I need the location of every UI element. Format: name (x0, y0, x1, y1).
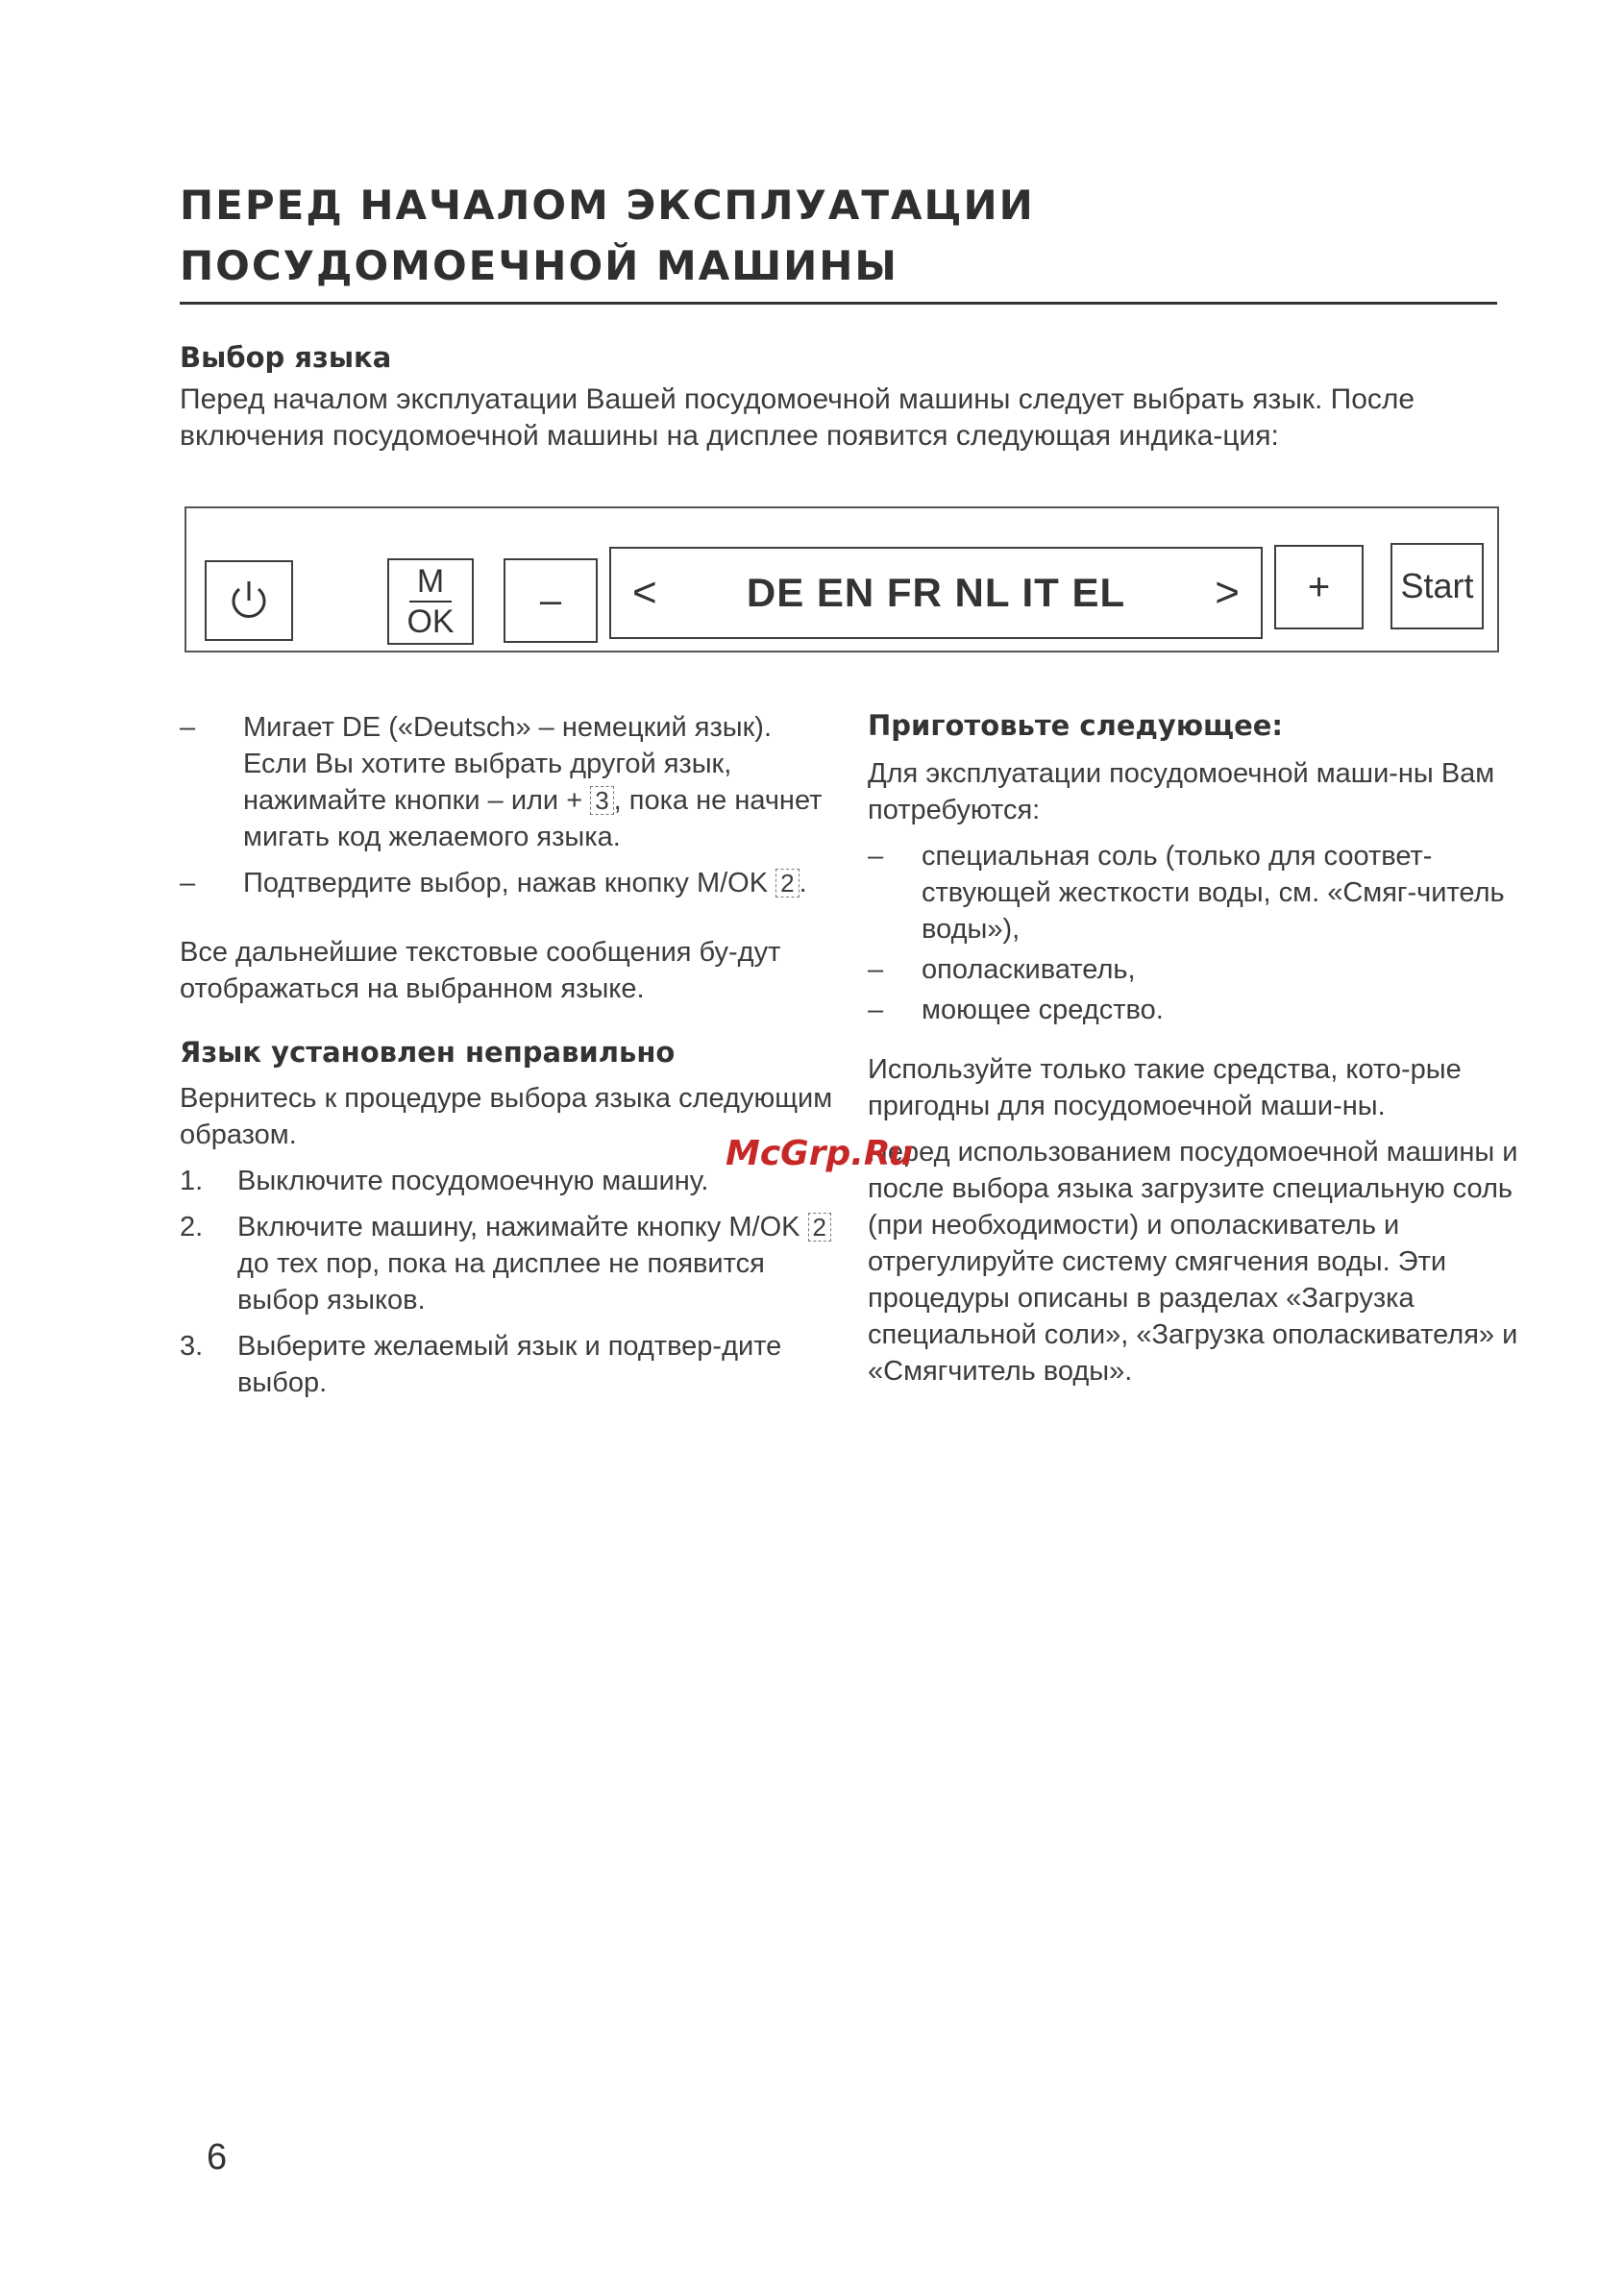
left-arrow: < (632, 569, 657, 616)
selected-language-note: Все дальнейшие текстовые сообщения бу-дут отображаться на выбранном языке. (180, 937, 781, 1004)
list-dash: – (868, 841, 884, 872)
list-dash: – (180, 712, 196, 743)
key-reference-2: 2 (808, 1213, 831, 1242)
language-codes: DE EN FR NL IT EL (746, 570, 1126, 615)
list-item (868, 951, 1521, 988)
list-dash: – (180, 868, 196, 898)
list-item (868, 992, 1521, 1028)
list-item-text: специальная соль (только для соответ-ствующей жесткости воды, см. «Смяг-читель воды»), (922, 841, 1505, 945)
mok-button-top-label: M (409, 562, 452, 603)
step-text-end: до тех пор, пока на дисплее не появится выбор языков. (237, 1248, 765, 1316)
list-item-text: ополаскиватель, (922, 954, 1136, 985)
mok-button-bottom-label: OK (406, 603, 455, 640)
step-number: 3. (180, 1331, 204, 1362)
language-selection-intro: Перед началом эксплуатации Вашей посудомоечной машины следует выбрать язык. После включения посудомоечной машины на дисплее появится следующая индика-ция: (180, 383, 1415, 452)
key-reference-3: 3 (590, 786, 613, 815)
wrong-language-intro: Вернитесь к процедуре выбора языка следующим образом. (180, 1083, 833, 1150)
right-column (868, 709, 1521, 1390)
section-heading-wrong-language: Язык установлен неправильно (180, 1036, 676, 1069)
step-number: 1. (180, 1166, 204, 1196)
bullet-text-end: , пока не начнет мигать код желаемого языка. (243, 785, 823, 852)
key-reference-2: 2 (775, 869, 799, 898)
step-number: 2. (180, 1212, 204, 1242)
prepare-intro: Для эксплуатации посудомоечной маши-ны Вам потребуются: (868, 758, 1495, 825)
step-text: Выключите посудомоечную машину. (237, 1166, 709, 1196)
section-heading-language-selection: Выбор языка (180, 341, 392, 374)
list-item (868, 838, 1521, 947)
preparation-procedures-note: Перед использованием посудомоечной машины и после выбора языка загрузите специальную соль (при необходимости) и ополаскиватель и отрегулируйте систему смягчения воды. Эти процедуры описаны в разделах «Загрузка специальной соли», «Загрузка ополаскивателя» и «Смягчитель воды». (868, 1137, 1518, 1387)
page-title-line-2: ПОСУДОМОЕЧНОЙ МАШИНЫ (180, 242, 898, 289)
list-item (180, 709, 833, 855)
bullet-text: Мигает DE («Deutsch» – немецкий язык). Если Вы хотите выбрать другой язык, нажимайте кнопки – или + (243, 712, 773, 816)
list-item-text: моющее средство. (922, 995, 1164, 1025)
suitable-products-note: Используйте только такие средства, кото-рые пригодны для посудомоечной маши-ны. (868, 1054, 1462, 1121)
list-dash: – (868, 995, 884, 1025)
power-icon (228, 578, 270, 624)
list-dash: – (868, 954, 884, 985)
step-text: Выберите желаемый язык и подтвер-дите выбор. (237, 1331, 782, 1398)
right-arrow: > (1215, 569, 1240, 616)
language-display (609, 547, 1263, 639)
title-divider (180, 302, 1497, 305)
list-item (180, 1209, 833, 1318)
control-panel-illustration (185, 506, 1499, 652)
bullet-text: Подтвердите выбор, нажав кнопку M/OK (243, 868, 776, 898)
page-title (180, 175, 1496, 296)
bullet-text-end: . (799, 868, 807, 898)
power-button (205, 560, 293, 641)
step-text: Включите машину, нажимайте кнопку M/OK (237, 1212, 808, 1242)
page-number: 6 (207, 2137, 228, 2177)
list-item (180, 865, 833, 901)
plus-button: + (1274, 545, 1364, 629)
watermark: McGrp.Ru (726, 1134, 914, 1173)
section-heading-prepare: Приготовьте следующее: (868, 709, 1284, 742)
list-item (180, 1328, 833, 1401)
page-title-line-1: ПЕРЕД НАЧАЛОМ ЭКСПЛУАТАЦИИ (180, 182, 1035, 229)
minus-button: – (504, 558, 598, 643)
mok-button (387, 558, 474, 645)
left-column (180, 709, 833, 1401)
start-button: Start (1390, 543, 1484, 629)
